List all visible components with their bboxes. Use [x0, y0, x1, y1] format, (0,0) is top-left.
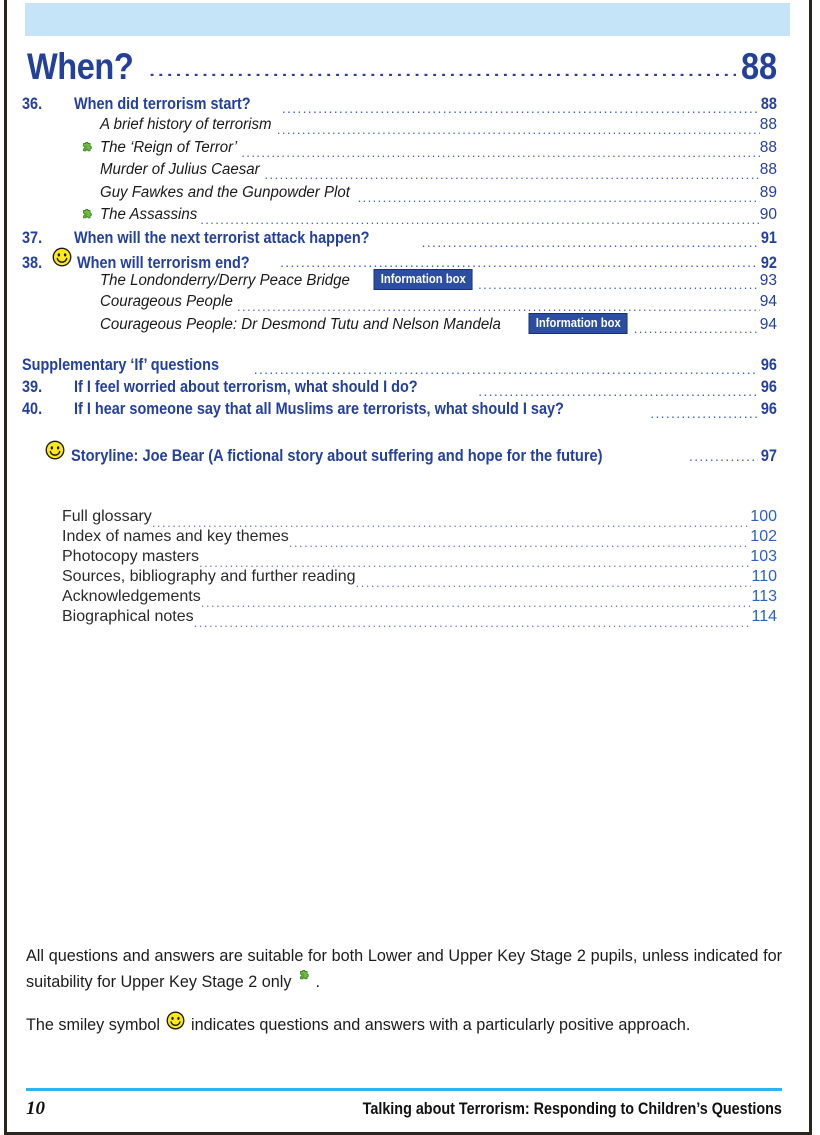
subentry-page-number: 90: [759, 206, 777, 223]
back-matter-page-number: 113: [751, 588, 777, 605]
toc-question-row[interactable]: [22, 377, 777, 399]
toc-question-row[interactable]: [22, 94, 777, 116]
question-number: 36.: [22, 94, 43, 113]
supplementary-heading-page: 96: [760, 355, 777, 374]
toc-subentry-row[interactable]: [78, 206, 777, 227]
storyline-label: Storyline: Joe Bear (A fictional story about suffering and hope for the future): [71, 446, 603, 465]
smiley-icon: [45, 440, 65, 465]
back-matter-page-number: 110: [751, 568, 777, 585]
leader-dots: [194, 612, 752, 628]
smiley-icon: [52, 247, 72, 272]
back-matter-label: Sources, bibliography and further reading: [62, 568, 356, 585]
toc-question-row[interactable]: [22, 228, 777, 250]
question-page-number: 92: [760, 253, 777, 272]
footnote-paragraph-2: [26, 1012, 782, 1040]
leader-dots: [241, 142, 759, 158]
subentry-page-number: 88: [759, 139, 777, 156]
smiley-icon: [166, 1011, 185, 1039]
leader-dots: [148, 60, 736, 76]
puzzle-icon: [78, 142, 100, 158]
subentry-page-number: 94: [759, 316, 777, 333]
leader-dots: [289, 532, 751, 548]
question-label: When will terrorism end?: [77, 253, 250, 272]
puzzle-icon: [295, 969, 311, 995]
toc-subentry-row[interactable]: [78, 161, 777, 182]
toc-subentry-row[interactable]: [78, 293, 777, 314]
leader-dots: [650, 402, 758, 418]
header-band: [25, 3, 790, 36]
back-matter-row[interactable]: [62, 608, 777, 631]
leader-dots: [689, 445, 758, 461]
back-matter-label: Acknowledgements: [62, 588, 201, 605]
footer-page-number: 10: [26, 1098, 45, 1119]
footnote-2-text-after: indicates questions and answers with a particularly positive approach.: [191, 1016, 691, 1035]
toc-subentry-row[interactable]: [78, 139, 777, 160]
subentry-label: Guy Fawkes and the Gunpowder Plot: [100, 184, 350, 201]
subentry-page-number: 94: [759, 293, 777, 310]
footer-rule: [26, 1088, 782, 1091]
back-matter-label: Biographical notes: [62, 608, 194, 625]
question-number: 38.: [22, 253, 43, 272]
subentry-page-number: 89: [759, 184, 777, 201]
icon-slot-empty: [78, 164, 100, 180]
subentry-page-number: 93: [759, 272, 777, 289]
question-label: If I feel worried about terrorism, what should I do?: [74, 377, 418, 396]
information-box-badge: Information box: [373, 269, 472, 290]
leader-dots: [277, 119, 760, 135]
leader-dots: [280, 251, 758, 267]
question-page-number: 91: [760, 228, 777, 247]
toc-subentry-row[interactable]: [78, 271, 777, 292]
back-matter-label: Index of names and key themes: [62, 528, 289, 545]
footer-book-title: Talking about Terrorism: Responding to Children’s Questions: [362, 1100, 782, 1118]
question-number: 37.: [22, 228, 43, 247]
leader-dots: [200, 209, 760, 225]
footnote-1-text-after: .: [315, 972, 320, 991]
leader-dots: [201, 592, 752, 608]
leader-dots: [478, 274, 760, 290]
leader-dots: [254, 358, 758, 374]
supplementary-heading: Supplementary ‘If’ questions: [22, 355, 219, 374]
question-number: 40.: [22, 399, 43, 418]
footnote-1-text-before: All questions and answers are suitable for both Lower and Upper Key Stage 2 pupils, unless indicated for suitability for Upper Key Stage 2 only: [26, 947, 782, 991]
leader-dots: [634, 318, 760, 334]
chapter-title: When?: [27, 46, 134, 87]
storyline-row[interactable]: [45, 441, 777, 465]
page-footer: [26, 1098, 782, 1120]
icon-slot-empty: [78, 296, 100, 312]
back-matter-page-number: 114: [751, 608, 777, 625]
leader-dots: [265, 164, 760, 180]
subentry-label: The ‘Reign of Terror’: [100, 139, 238, 156]
back-matter-label: Full glossary: [62, 508, 152, 525]
back-matter-page-number: 103: [750, 548, 777, 565]
toc-subentry-row[interactable]: [78, 116, 777, 137]
toc-subentry-row[interactable]: [78, 184, 777, 205]
puzzle-icon: [78, 209, 100, 225]
subentry-label: The Assassins: [100, 206, 198, 223]
icon-slot-empty: [78, 119, 100, 135]
back-matter-page-number: 100: [750, 508, 777, 525]
question-page-number: 88: [760, 94, 777, 113]
storyline-page-number: 97: [760, 446, 777, 465]
question-page-number: 96: [760, 377, 777, 396]
icon-slot-empty: [78, 318, 100, 334]
toc-question-row[interactable]: [22, 248, 777, 270]
footnote-key-stage: [26, 944, 782, 995]
subentry-label: A brief history of terrorism: [100, 116, 272, 133]
footnote-paragraph-1: [26, 944, 782, 995]
leader-dots: [282, 97, 758, 113]
subentry-page-number: 88: [759, 161, 777, 178]
question-label: If I hear someone say that all Muslims are terrorists, what should I say?: [74, 399, 564, 418]
supplementary-heading-row: [22, 355, 777, 377]
leader-dots: [356, 572, 752, 588]
leader-dots: [478, 380, 758, 396]
subentry-page-number: 88: [759, 116, 777, 133]
subentry-label: Murder of Julius Caesar: [100, 161, 260, 178]
question-label: When did terrorism start?: [74, 94, 251, 113]
leader-dots: [152, 512, 750, 528]
leader-dots: [199, 552, 750, 568]
question-label: When will the next terrorist attack happen?: [74, 228, 370, 247]
subentry-label: The Londonderry/Derry Peace Bridge: [100, 272, 350, 289]
leader-dots: [237, 296, 760, 312]
question-number: 39.: [22, 377, 43, 396]
chapter-heading-row: [27, 48, 777, 88]
back-matter-label: Photocopy masters: [62, 548, 199, 565]
footnote-2-text-before: The smiley symbol: [26, 1016, 161, 1035]
leader-dots: [422, 231, 758, 247]
icon-slot-empty: [78, 274, 100, 290]
subentry-label: Courageous People: Dr Desmond Tutu and Nelson Mandela: [100, 316, 501, 333]
question-page-number: 96: [760, 399, 777, 418]
back-matter-page-number: 102: [750, 528, 777, 545]
toc-subentry-row[interactable]: [78, 315, 777, 336]
information-box-badge: Information box: [529, 313, 628, 334]
icon-slot-empty: [78, 187, 100, 203]
leader-dots: [358, 187, 760, 203]
footnote-smiley: [26, 1012, 782, 1040]
chapter-page-number: 88: [740, 46, 777, 87]
toc-question-row[interactable]: [22, 399, 777, 421]
subentry-label: Courageous People: [100, 293, 233, 310]
